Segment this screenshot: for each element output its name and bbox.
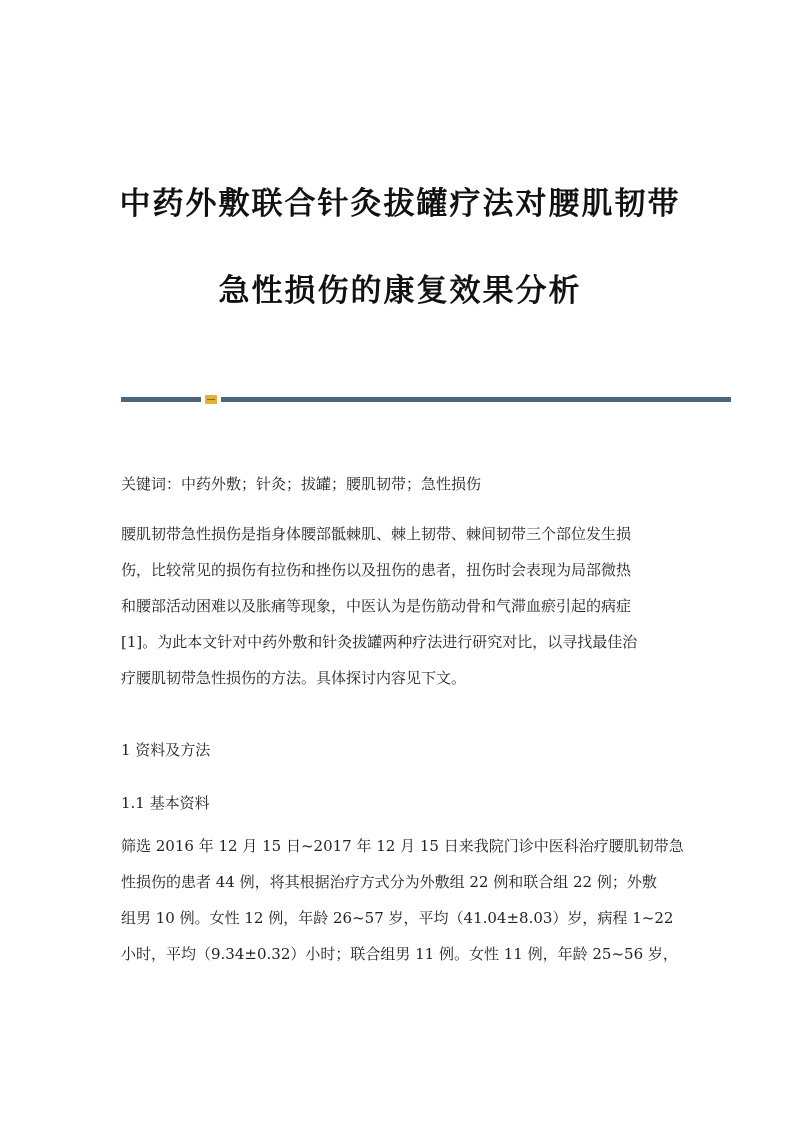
section-heading: 1 资料及方法 xyxy=(121,741,211,759)
intro-paragraph xyxy=(121,516,691,696)
intro-line: [1]。为此本文针对中药外敷和针灸拔罐两种疗法进行研究对比，以寻找最佳治 xyxy=(121,633,638,651)
title-line-1: 中药外敷联合针灸拔罐疗法对腰肌韧带 xyxy=(119,186,681,222)
intro-line: 疗腰肌韧带急性损伤的方法。具体探讨内容见下文。 xyxy=(121,669,467,687)
divider-bar-right xyxy=(221,397,731,402)
intro-line: 伤，比较常见的损伤有拉伤和挫伤以及扭伤的患者，扭伤时会表现为局部微热 xyxy=(121,561,632,579)
basic-data-line: 性损伤的患者 44 例，将其根据治疗方式分为外敷组 22 例和联合组 22 例；外敷 xyxy=(121,873,657,891)
divider-bar-left xyxy=(121,397,201,402)
basic-data-line: 筛选 2016 年 12 月 15 日~2017 年 12 月 15 日来我院门诊中医科治疗腰肌韧带急 xyxy=(121,837,684,855)
title-line-2: 急性损伤的康复效果分析 xyxy=(218,273,582,309)
subsection-heading: 1.1 基本资料 xyxy=(121,794,210,812)
keywords: 关键词：中药外敷；针灸；拔罐；腰肌韧带；急性损伤 xyxy=(121,475,482,493)
divider-emblem-icon xyxy=(205,395,217,404)
intro-line: 腰肌韧带急性损伤是指身体腰部骶棘肌、棘上韧带、棘间韧带三个部位发生损 xyxy=(121,525,632,543)
basic-data-line: 小时，平均（9.34±0.32）小时；联合组男 11 例。女性 11 例，年龄 25~56 岁， xyxy=(121,945,678,963)
basic-data-paragraph xyxy=(121,828,691,972)
title-divider xyxy=(121,395,731,405)
basic-data-line: 组男 10 例。女性 12 例，年龄 26~57 岁，平均（41.04±8.03）岁，病程 1~22 xyxy=(121,909,674,927)
intro-line: 和腰部活动困难以及胀痛等现象，中医认为是伤筋动骨和气滞血瘀引起的病症 xyxy=(121,597,632,615)
